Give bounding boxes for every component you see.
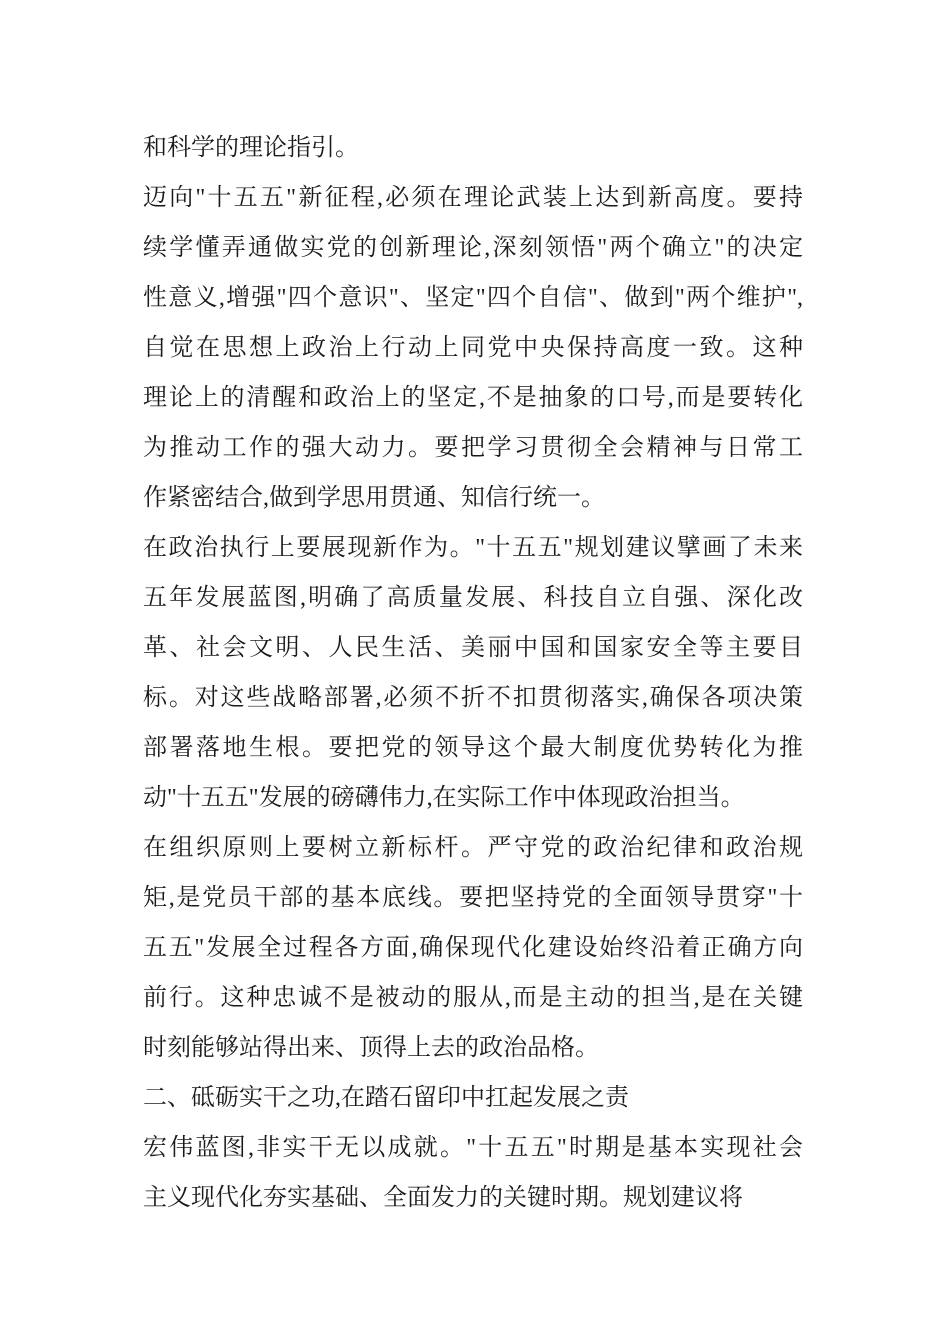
text-line: 在政治执行上要展现新作为。"十五五"规划建议擘画了未来 (143, 535, 803, 561)
text-line: 革、社会文明、人民生活、美丽中国和国家安全等主要目 (143, 635, 803, 661)
text-line: 主义现代化夯实基础、全面发力的关键时期。规划建议将 (143, 1185, 743, 1211)
text-line: 五年发展蓝图,明确了高质量发展、科技自立自强、深化改 (143, 585, 803, 611)
text-line: 时刻能够站得出来、顶得上去的政治品格。 (143, 1035, 599, 1061)
paragraph (143, 123, 803, 173)
paragraph (143, 173, 803, 523)
text-line: 作紧密结合,做到学思用贯通、知信行统一。 (143, 485, 605, 511)
paragraph (143, 1123, 803, 1223)
paragraph (143, 523, 803, 823)
text-line: 二、砥砺实干之功,在踏石留印中扛起发展之责 (143, 1085, 629, 1111)
text-line: 性意义,增强"四个意识"、坚定"四个自信"、做到"两个维护", (143, 285, 803, 311)
text-line: 部署落地生根。要把党的领导这个最大制度优势转化为推 (143, 735, 803, 761)
text-line: 自觉在思想上政治上行动上同党中央保持高度一致。这种 (143, 335, 803, 361)
text-line: 宏伟蓝图,非实干无以成就。"十五五"时期是基本实现社会 (143, 1135, 803, 1161)
document-text-block (143, 123, 803, 1223)
text-line: 标。对这些战略部署,必须不折不扣贯彻落实,确保各项决策 (143, 685, 803, 711)
text-line: 迈向"十五五"新征程,必须在理论武装上达到新高度。要持 (143, 185, 803, 211)
text-line: 前行。这种忠诚不是被动的服从,而是主动的担当,是在关键 (143, 985, 803, 1011)
text-line: 动"十五五"发展的磅礴伟力,在实际工作中体现政治担当。 (143, 785, 745, 811)
text-line: 五五"发展全过程各方面,确保现代化建设始终沿着正确方向 (143, 935, 803, 961)
text-line: 理论上的清醒和政治上的坚定,不是抽象的口号,而是要转化 (143, 385, 803, 411)
text-line: 矩,是党员干部的基本底线。要把坚持党的全面领导贯穿"十 (143, 885, 803, 911)
text-line: 和科学的理论指引。 (143, 135, 359, 161)
paragraph (143, 823, 803, 1073)
text-line: 续学懂弄通做实党的创新理论,深刻领悟"两个确立"的决定 (143, 235, 803, 261)
section-heading (143, 1073, 803, 1123)
text-line: 为推动工作的强大动力。要把学习贯彻全会精神与日常工 (143, 435, 803, 461)
text-line: 在组织原则上要树立新标杆。严守党的政治纪律和政治规 (143, 835, 803, 861)
